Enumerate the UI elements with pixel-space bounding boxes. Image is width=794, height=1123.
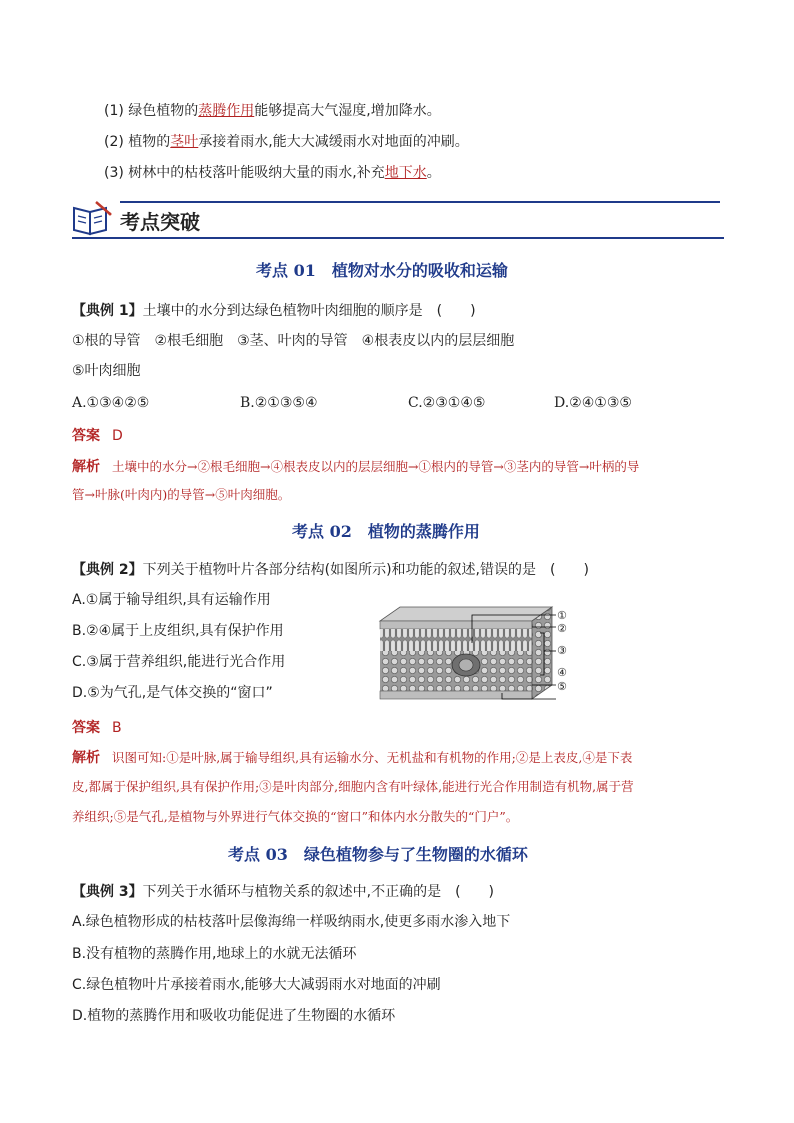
k1-expl-text-1: 土壤中的水分→②根毛细胞→④根表皮以内的层层细胞→①根内的导管→③茎内的导管→叶柄的导 (112, 459, 640, 474)
k2-question-tag: 【典例 2】 (72, 562, 143, 578)
k1-title: 考点 01 植物对水分的吸收和运输 (256, 261, 508, 280)
k3-option-b: B.没有植物的蒸腾作用,地球上的水就无法循环 (72, 946, 357, 962)
intro-1-keyword: 蒸腾作用 (198, 103, 255, 119)
k1-explanation-1 (72, 456, 639, 476)
k1-items-2: ⑤叶肉细胞 (72, 363, 141, 379)
k1-expl-label: 解析 (72, 459, 100, 475)
section-bottom-rule (72, 237, 724, 239)
k2-expl-text-1: 识图可知:①是叶脉,属于输导组织,具有运输水分、无机盐和有机物的作用;②是上表皮,④是下表 (112, 750, 633, 765)
k1-answer-value: D (112, 428, 123, 444)
leaf-cross-section-figure (372, 603, 582, 719)
intro-2-keyword: 茎叶 (170, 134, 199, 150)
section-top-rule (120, 201, 720, 203)
fig-label-5: ⑤ (557, 680, 567, 693)
k3-option-c: C.绿色植物叶片承接着雨水,能够大大减弱雨水对地面的冲刷 (72, 977, 441, 993)
fig-label-4: ④ (557, 666, 567, 679)
fig-label-2: ② (557, 622, 567, 635)
intro-2-text-a: (2) 植物的 (104, 134, 171, 150)
k2-title: 考点 02 植物的蒸腾作用 (292, 522, 480, 541)
k2-option-c: C.③属于营养组织,能进行光合作用 (72, 654, 286, 670)
k1-items-1: ①根的导管 ②根毛细胞 ③茎、叶肉的导管 ④根表皮以内的层层细胞 (72, 333, 515, 349)
k2-answer (72, 717, 122, 737)
intro-1-text-a: (1) 绿色植物的 (104, 103, 199, 119)
intro-3-keyword: 地下水 (384, 165, 427, 181)
intro-3-text-c: 。 (426, 165, 441, 181)
fig-label-1: ① (557, 609, 567, 622)
k1-option-d: D.②④①③⑤ (554, 395, 632, 411)
k1-question (72, 302, 476, 320)
k3-option-a: A.绿色植物形成的枯枝落叶层像海绵一样吸纳雨水,使更多雨水渗入地下 (72, 914, 511, 930)
k3-title: 考点 03 绿色植物参与了生物圈的水循环 (228, 845, 528, 864)
k3-option-d: D.植物的蒸腾作用和吸收功能促进了生物圈的水循环 (72, 1008, 396, 1024)
k3-question-text: 下列关于水循环与植物关系的叙述中,不正确的是 ( ) (142, 884, 494, 900)
k2-expl-label: 解析 (72, 750, 100, 766)
k2-answer-value: B (112, 720, 122, 736)
k1-question-tag: 【典例 1】 (72, 303, 143, 319)
k2-answer-label: 答案 (72, 720, 100, 736)
intro-1-text-c: 能够提高大气湿度,增加降水。 (254, 103, 441, 119)
intro-line-2 (104, 133, 469, 151)
k2-question (72, 561, 589, 579)
k2-explanation-1 (72, 747, 632, 767)
k2-explanation-2: 皮,都属于保护组织,具有保护作用;③是叶肉部分,细胞内含有叶绿体,能进行光合作用制造有机物,属于营 (72, 779, 634, 794)
k2-option-b: B.②④属于上皮组织,具有保护作用 (72, 623, 284, 639)
intro-3-text-a: (3) 树林中的枯枝落叶能吸纳大量的雨水,补充 (104, 165, 385, 181)
fig-label-3: ③ (557, 644, 567, 657)
k2-option-d: D.⑤为气孔,是气体交换的“窗口” (72, 685, 273, 701)
section-title: 考点突破 (120, 210, 200, 234)
k1-option-c: C.②③①④⑤ (408, 395, 486, 411)
k1-answer (72, 425, 123, 445)
k1-option-a: A.①③④②⑤ (72, 395, 150, 411)
k1-question-text: 土壤中的水分到达绿色植物叶肉细胞的顺序是 ( ) (142, 303, 476, 319)
book-icon (70, 200, 114, 242)
intro-2-text-c: 承接着雨水,能大大减缓雨水对地面的冲刷。 (198, 134, 469, 150)
k1-answer-label: 答案 (72, 428, 100, 444)
intro-line-3 (104, 164, 441, 182)
k2-option-a: A.①属于输导组织,具有运输作用 (72, 592, 271, 608)
intro-line-1 (104, 102, 441, 120)
k1-explanation-2: 管→叶脉(叶肉内)的导管→⑤叶肉细胞。 (72, 487, 291, 502)
k3-question-tag: 【典例 3】 (72, 884, 143, 900)
k2-explanation-3: 养组织;⑤是气孔,是植物与外界进行气体交换的“窗口”和体内水分散失的“门户”。 (72, 809, 519, 824)
k3-question (72, 883, 494, 901)
k2-question-text: 下列关于植物叶片各部分结构(如图所示)和功能的叙述,错误的是 ( ) (142, 562, 589, 578)
k1-option-b: B.②①③⑤④ (240, 395, 318, 411)
